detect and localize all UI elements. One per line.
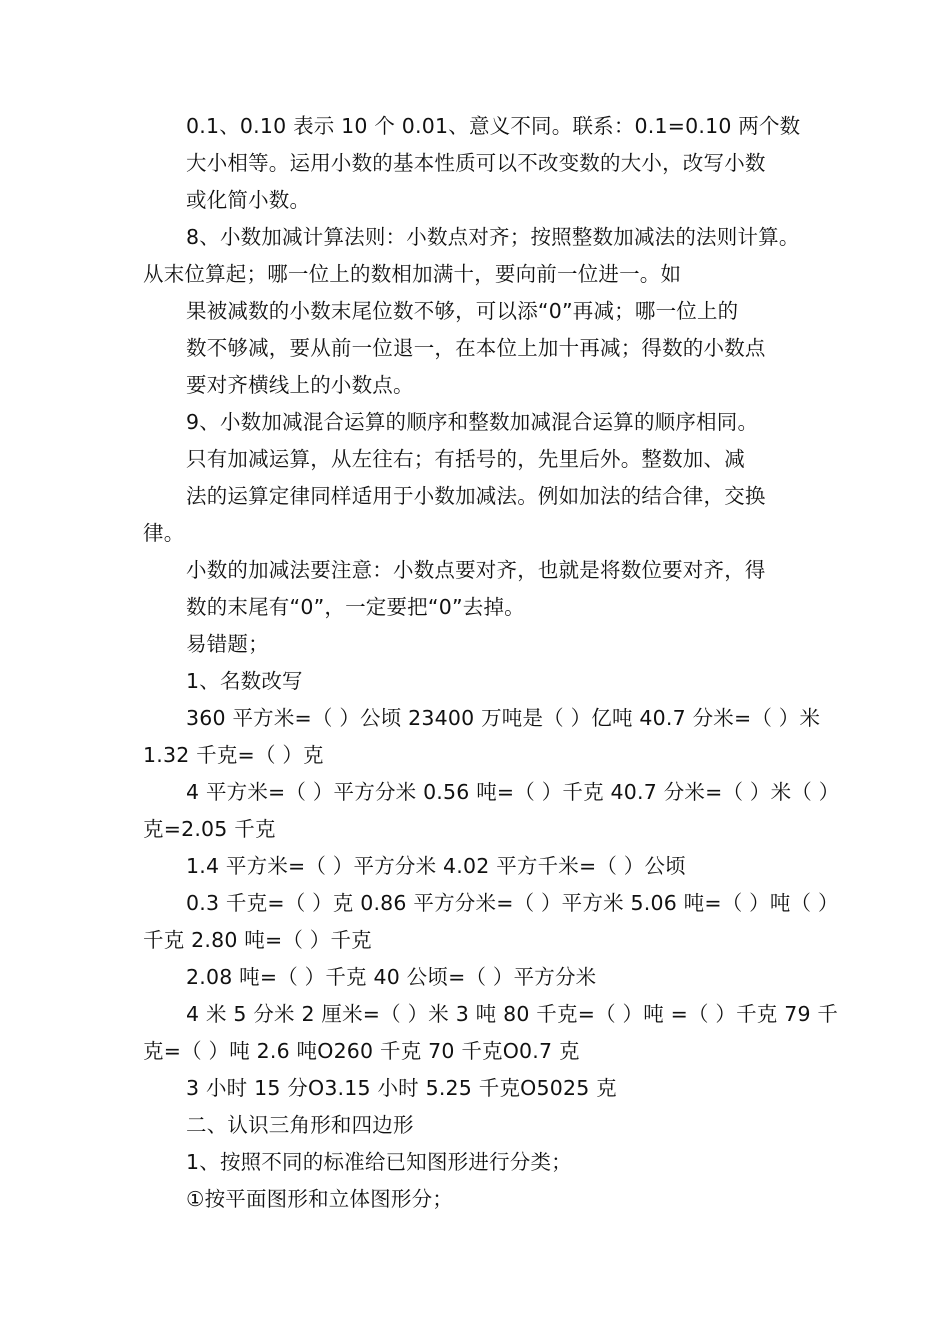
text-line: 千克 2.80 吨=（ ）千克	[143, 928, 372, 952]
text-line: 1、名数改写	[186, 669, 303, 693]
text-line: 数不够减，要从前一位退一，在本位上加十再减；得数的小数点	[186, 336, 766, 360]
text-line: 或化简小数。	[186, 188, 311, 212]
text-line: 360 平方米=（ ）公顷 23400 万吨是（ ）亿吨 40.7 分米=（ ）米	[186, 706, 821, 730]
text-line: 9、小数加减混合运算的顺序和整数加减混合运算的顺序相同。	[186, 410, 759, 434]
text-line: 8、小数加减计算法则：小数点对齐；按照整数加减法的法则计算。	[186, 225, 800, 249]
text-line: 大小相等。运用小数的基本性质可以不改变数的大小，改写小数	[186, 151, 766, 175]
text-line: 从末位算起；哪一位上的数相加满十，要向前一位进一。如	[143, 262, 682, 286]
text-line: 4 米 5 分米 2 厘米=（ ）米 3 吨 80 千克=（ ）吨 =（ ）千克 79 千	[186, 1002, 839, 1026]
text-line: 1.32 千克=（ ）克	[143, 743, 324, 767]
text-line: 果被减数的小数末尾位数不够，可以添“0”再减；哪一位上的	[186, 299, 739, 323]
text-line: 2.08 吨=（ ）千克 40 公顷=（ ）平方分米	[186, 965, 597, 989]
text-line: 律。	[143, 521, 185, 545]
text-line: 只有加减运算，从左往右；有括号的，先里后外。整数加、减	[186, 447, 745, 471]
text-line: 数的末尾有“0”，一定要把“0”去掉。	[186, 595, 525, 619]
text-line: 小数的加减法要注意：小数点要对齐，也就是将数位要对齐，得	[186, 558, 766, 582]
text-line: 4 平方米=（ ）平方分米 0.56 吨=（ ）千克 40.7 分米=（ ）米（ ）	[186, 780, 840, 804]
document-body	[143, 108, 840, 1218]
text-line: 法的运算定律同样适用于小数加减法。例如加法的结合律，交换	[186, 484, 766, 508]
text-line: 克=2.05 千克	[143, 817, 276, 841]
text-line: 要对齐横线上的小数点。	[186, 373, 414, 397]
text-line: 二、认识三角形和四边形	[186, 1113, 414, 1137]
text-line: ①按平面图形和立体图形分；	[186, 1187, 453, 1211]
text-line: 0.1、0.10 表示 10 个 0.01、意义不同。联系：0.1=0.10 两个数	[186, 114, 801, 138]
text-line: 0.3 千克=（ ）克 0.86 平方分米=（ ）平方米 5.06 吨=（ ）吨（ ）	[186, 891, 839, 915]
text-line: 3 小时 15 分O3.15 小时 5.25 千克O5025 克	[186, 1076, 617, 1100]
text-line: 1、按照不同的标准给已知图形进行分类；	[186, 1150, 572, 1174]
text-line: 克=（ ）吨 2.6 吨O260 千克 70 千克O0.7 克	[143, 1039, 580, 1063]
text-line: 1.4 平方米=（ ）平方分米 4.02 平方千米=（ ）公顷	[186, 854, 686, 878]
text-line: 易错题；	[186, 632, 269, 656]
